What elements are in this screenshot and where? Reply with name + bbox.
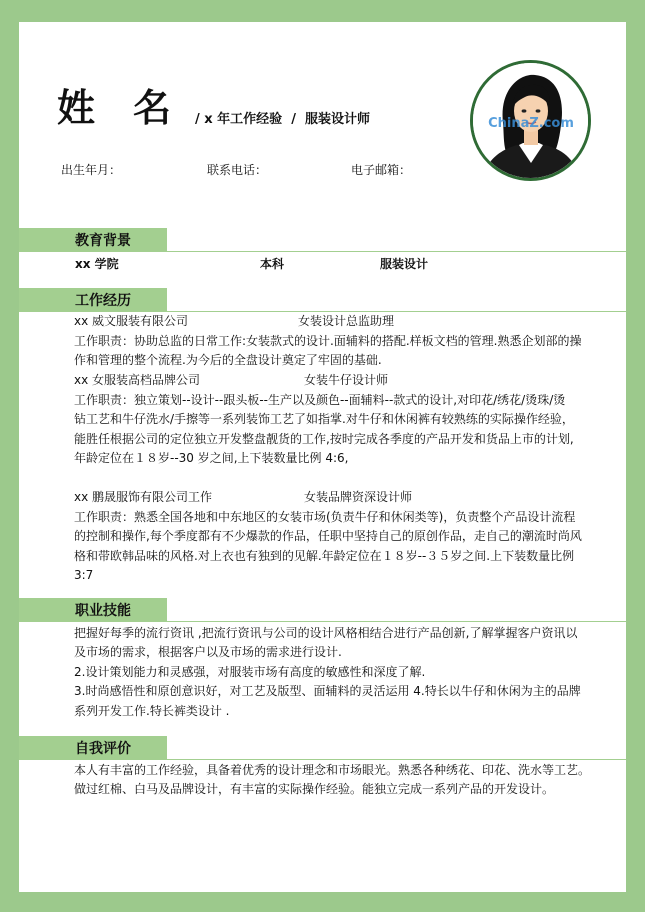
section-divider: [19, 759, 626, 760]
self-eval-line: 做过红棉、白马及品牌设计，有丰富的实际操作经验。能独立完成一系列产品的开发设计。: [74, 782, 555, 796]
education-school: xx 学院: [75, 257, 119, 271]
job-role: 女装设计总监助理: [298, 314, 395, 328]
profile-photo: [470, 60, 591, 181]
phone-label: 联系电话：: [207, 163, 268, 177]
experience-subtitle: / x 年工作经验 / 服装设计师: [195, 112, 371, 127]
skill-line: 把握好每季的流行资讯 ,把流行资讯与公司的设计风格相结合进行产品创新,了解掌握客户资讯以: [74, 626, 578, 640]
job-duty-line: 3:7: [74, 568, 94, 582]
skill-line: 系列开发工作.特长裤类设计 .: [74, 704, 230, 718]
job-duty-line: 工作职责：熟悉全国各地和中东地区的女装市场(负责牛仔和休闲类等)，负责整个产品设计流程: [74, 510, 576, 524]
job-company: xx 鹏晟服饰有限公司工作: [74, 490, 213, 504]
job-role: 女装牛仔设计师: [304, 373, 389, 387]
job-duty-line: 年龄定位在１８岁--30 岁之间,上下装数量比例 4:6,: [74, 451, 349, 465]
job-duty-line: 钻工艺和牛仔洗水/手擦等一系列装饰工艺了如指掌.对牛仔和休闲裤有较熟练的实际操作经验，: [74, 412, 574, 426]
job-header: [74, 488, 619, 507]
job-duty-line: 作和管理的整个流程.为今后的全盘设计奠定了牢固的基础.: [74, 353, 382, 367]
woman-portrait-icon: [473, 63, 588, 178]
email-label: 电子邮箱：: [351, 163, 412, 177]
education-major: 服装设计: [380, 257, 429, 271]
job-duty-line: 格和带欧韩品味的风格.对上衣也有独到的见解.年龄定位在１８岁--３５岁之间.上下装数量比例: [74, 549, 575, 563]
job-company: xx 女服装高档品牌公司: [74, 373, 201, 387]
job-header: [74, 371, 619, 390]
section-work-title: 工作经历: [19, 288, 167, 312]
photo-watermark: ChinaZ.com: [488, 116, 574, 131]
skill-line: 2.设计策划能力和灵感强，对服装市场有高度的敏感性和深度了解.: [74, 665, 426, 679]
job-company: xx 威文服装有限公司: [74, 314, 189, 328]
section-education-title: 教育背景: [19, 228, 167, 252]
section-divider: [19, 251, 626, 252]
section-self-eval-title: 自我评价: [19, 736, 167, 760]
candidate-name: 姓名: [57, 86, 210, 130]
skill-line: 3.时尚感悟性和原创意识好，对工艺及版型、面辅料的灵活运用 4.特长以牛仔和休闲为主的品牌: [74, 684, 581, 698]
job-duty-line: 能胜任根据公司的定位独立开发整盘靓货的工作,按时完成各季度的产品开发和货品上市的计划,: [74, 432, 574, 446]
education-degree: 本科: [260, 257, 285, 271]
job-header: [74, 312, 619, 331]
job-duty-line: 工作职责：协助总监的日常工作:女装款式的设计.面辅料的搭配.样板文档的管理.熟悉企划部的操: [74, 334, 582, 348]
skill-line: 及市场的需求，根据客户以及市场的需求进行设计.: [74, 645, 342, 659]
section-divider: [19, 621, 626, 622]
job-duty-line: 的控制和操作,每个季度都有不少爆款的作品，任职中坚持自己的原创作品，走自己的潮流时尚风: [74, 529, 582, 543]
section-skills-title: 职业技能: [19, 598, 167, 622]
birth-date-label: 出生年月：: [61, 163, 122, 177]
job-duty-line: 工作职责：独立策划--设计--跟头板--生产以及颜色--面辅料--款式的设计,对印花/绣花/烫珠/烫: [74, 393, 566, 407]
resume-page: [19, 22, 626, 892]
self-eval-line: 本人有丰富的工作经验，具备着优秀的设计理念和市场眼光。熟悉各种绣花、印花、洗水等工艺。: [74, 763, 591, 777]
job-role: 女装品牌资深设计师: [304, 490, 413, 504]
